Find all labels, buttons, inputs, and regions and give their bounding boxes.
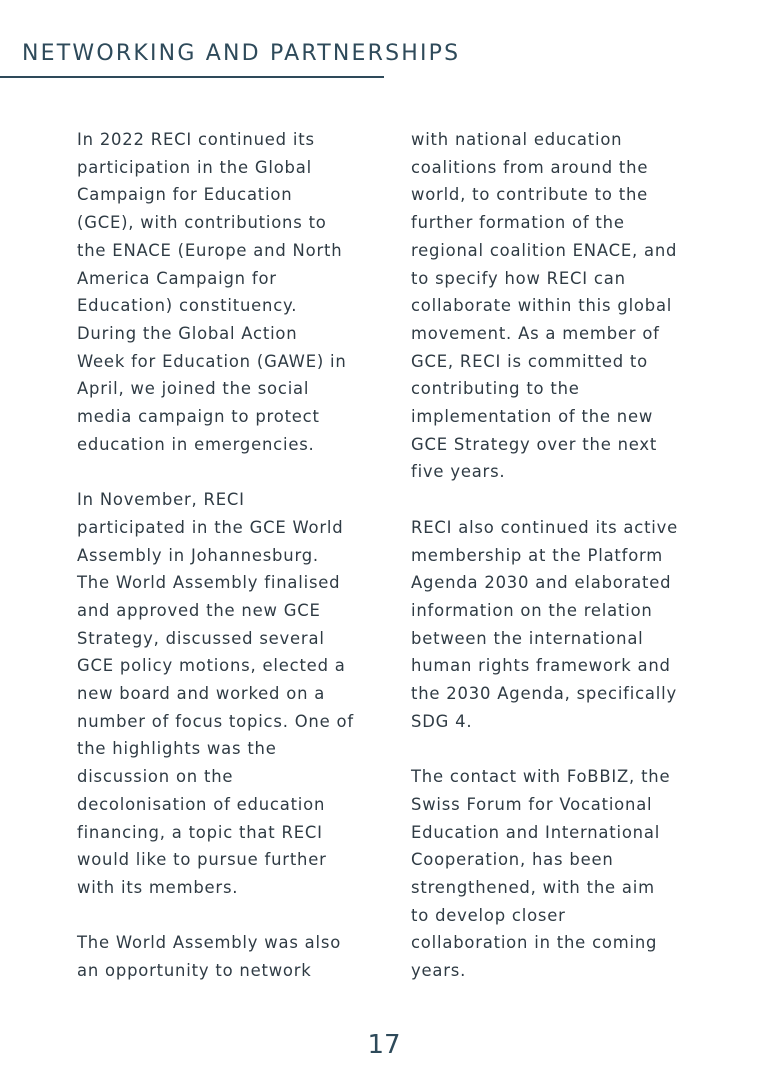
left-column-line: new board and worked on a [77,684,326,704]
right-column-line: GCE Strategy over the next [411,434,658,454]
left-column-line: and approved the new GCE [77,600,321,620]
right-column-line: to specify how RECI can [411,268,626,288]
right-column-line [411,735,711,763]
left-column-line: In November, RECI [77,490,245,510]
title-divider [0,76,384,78]
left-column-line [77,902,377,930]
right-column-line: the 2030 Agenda, specifically [411,684,677,704]
right-column-line: SDG 4. [411,711,473,731]
left-column-line: would like to pursue further [77,850,327,870]
left-column-line: the ENACE (Europe and North [77,240,343,260]
right-column-line: with national education [411,130,623,149]
right-column-line: Cooperation, has been [411,850,614,870]
right-column-line: contributing to the [411,379,580,399]
left-column-line: America Campaign for [77,268,277,288]
left-column-line: education in emergencies. [77,434,315,454]
right-column-line: to develop closer [411,905,566,925]
left-column-line: The World Assembly finalised [77,573,341,593]
left-column-line: discussion on the [77,767,234,787]
left-column-line: participated in the GCE World [77,517,344,537]
left-column-line: Education) constituency. [77,296,298,316]
right-column-line: collaborate within this global [411,296,673,316]
left-column-line: financing, a topic that RECI [77,822,323,842]
left-column-line: During the Global Action [77,323,298,343]
left-column-line: In 2022 RECI continued its [77,130,315,149]
right-column-line: The contact with FoBBIZ, the [411,767,671,787]
left-column-line: with its members. [77,877,239,897]
left-column-line: Assembly in Johannesburg. [77,545,319,565]
right-column-line: world, to contribute to the [411,185,649,205]
right-column-line: coalitions from around the [411,157,649,177]
right-column-line: strengthened, with the aim [411,877,655,897]
right-column-line: GCE, RECI is committed to [411,351,648,371]
left-column-line: The World Assembly was also [77,933,342,953]
right-column-line: human rights framework and [411,656,671,676]
left-text-column [77,126,377,985]
right-column-line: implementation of the new [411,407,654,427]
left-column-line: the highlights was the [77,739,277,759]
right-column-line: Agenda 2030 and elaborated [411,573,672,593]
right-column-line: Swiss Forum for Vocational [411,794,653,814]
right-column-line: collaboration in the coming [411,933,658,953]
left-column-line: Strategy, discussed several [77,628,325,648]
page-title: NETWORKING AND PARTNERSHIPS [22,41,461,66]
left-column-line: (GCE), with contributions to [77,213,327,233]
right-column-line: Education and International [411,822,661,842]
right-column-line: between the international [411,628,644,648]
right-column-line: membership at the Platform [411,545,664,565]
right-column-line [411,486,711,514]
right-column-line: further formation of the [411,213,625,233]
right-column-line: five years. [411,462,506,482]
left-column-line: GCE policy motions, elected a [77,656,346,676]
left-column-line: Week for Education (GAWE) in [77,351,347,371]
left-column-line: participation in the Global [77,157,312,177]
right-column-line: movement. As a member of [411,323,660,343]
right-column-line: RECI also continued its active [411,517,679,537]
right-column-line: years. [411,961,467,981]
left-column-line: media campaign to protect [77,407,320,427]
right-column-line: regional coalition ENACE, and [411,240,678,260]
left-column-line: number of focus topics. One of [77,711,354,731]
left-column-line: April, we joined the social [77,379,310,399]
left-column-line: an opportunity to network [77,961,312,981]
left-column-line: Campaign for Education [77,185,293,205]
right-column-line: information on the relation [411,600,653,620]
right-text-column [411,126,711,985]
left-column-line: decolonisation of education [77,794,326,814]
left-column-line [77,458,377,486]
page-number: 17 [367,1030,401,1060]
